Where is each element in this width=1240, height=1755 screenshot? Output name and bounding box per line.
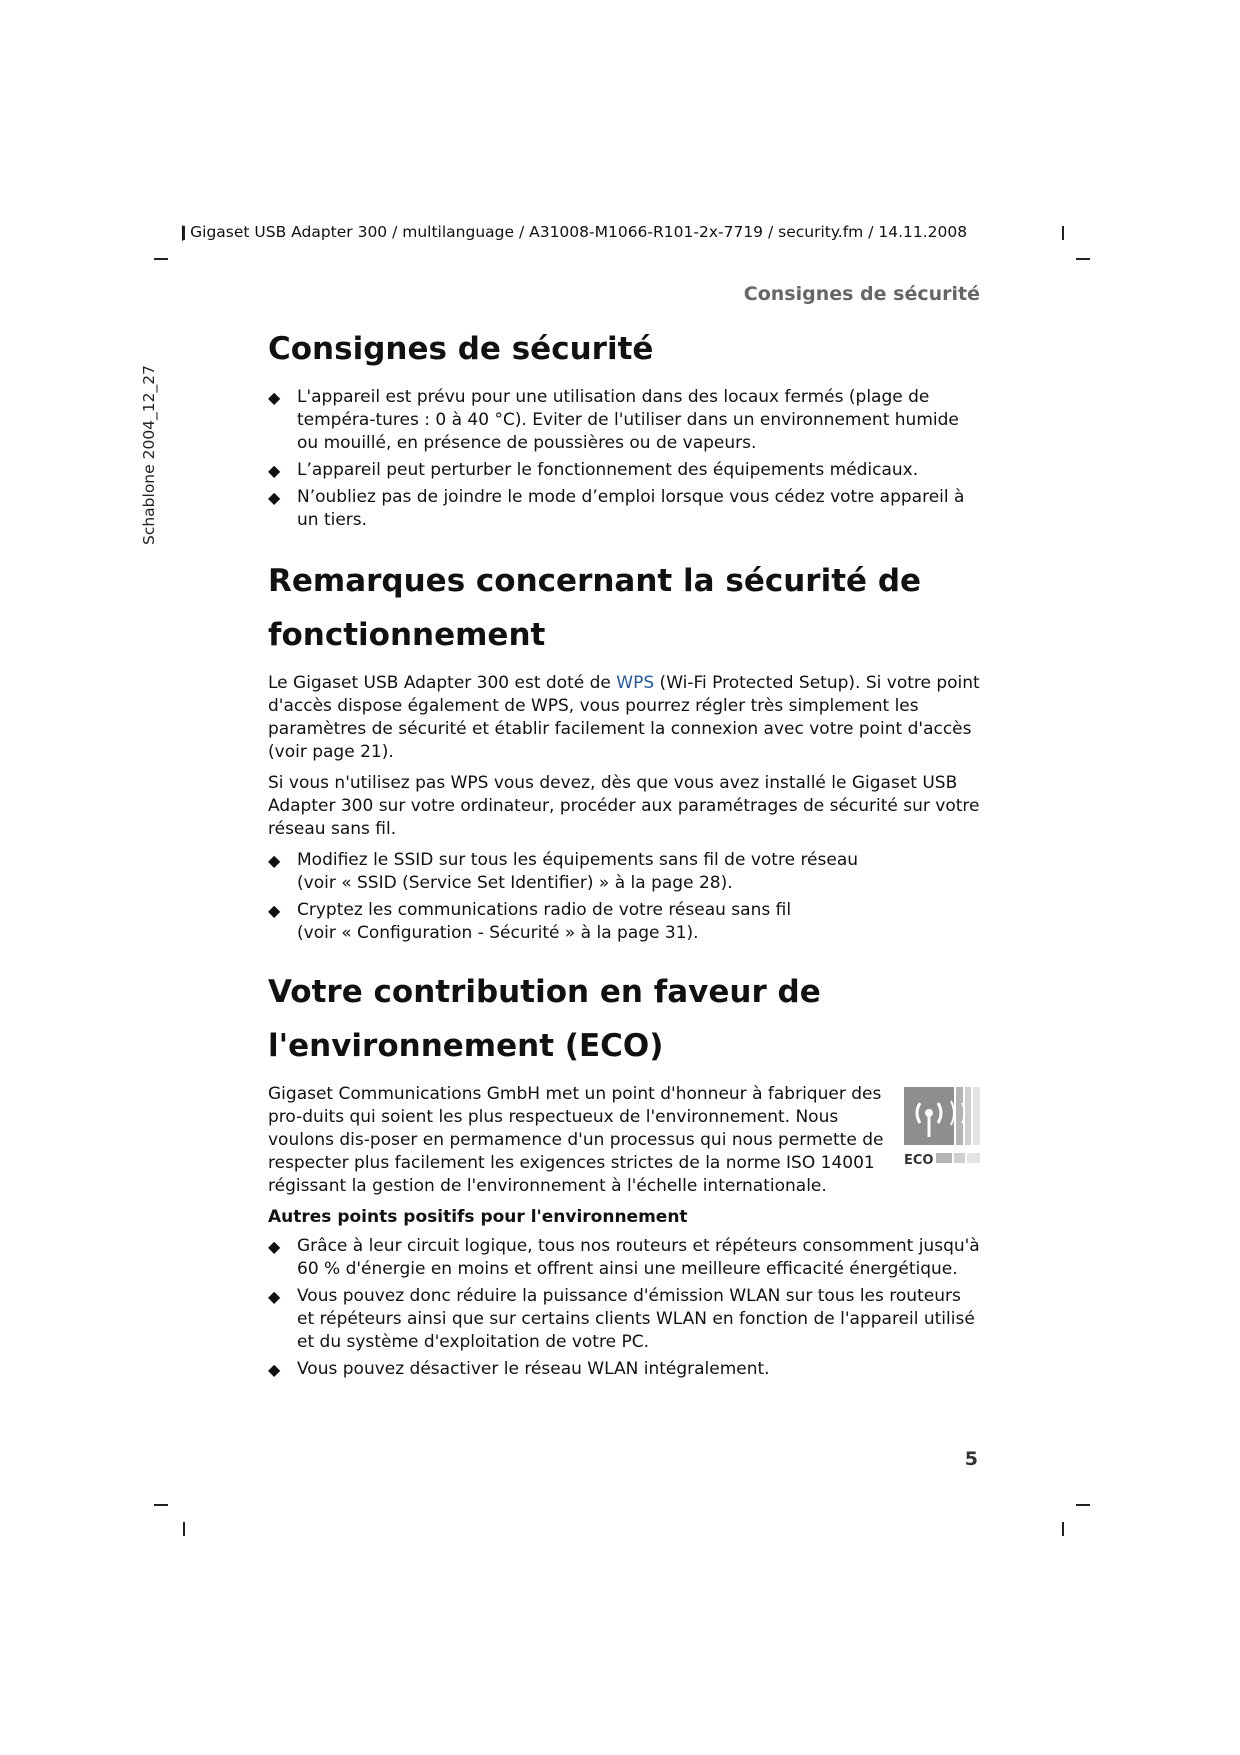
list-item	[268, 849, 980, 895]
list-item-reference: (voir « SSID (Service Set Identifier) » à la page 28).	[297, 873, 733, 893]
diamond-bullet-icon: ◆	[268, 388, 281, 407]
crop-mark	[154, 1504, 168, 1506]
section-title-environment	[268, 965, 980, 1073]
title-line: Remarques concernant la sécurité de	[268, 563, 922, 599]
list-item-text: Modifiez le SSID sur tous les équipements sans fil de votre réseau	[297, 850, 859, 870]
list-item	[268, 1358, 980, 1381]
section-title-safety: Consignes de sécurité	[268, 331, 654, 367]
eco-logo	[904, 1087, 980, 1167]
eco-label: ECO	[904, 1153, 934, 1167]
paragraph-text: Le Gigaset USB Adapter 300 est doté de	[268, 673, 617, 693]
list-item	[268, 1235, 980, 1281]
crop-mark	[1076, 1504, 1090, 1506]
list-item	[268, 459, 980, 482]
diamond-bullet-icon: ◆	[268, 488, 281, 507]
list-item-text: N’oubliez pas de joindre le mode d’emploi lorsque vous cédez votre appareil à un tiers.	[297, 487, 965, 530]
list-item	[268, 1285, 980, 1354]
list-item	[268, 386, 980, 455]
title-line: l'environnement (ECO)	[268, 1028, 664, 1064]
wps-paragraph	[268, 672, 980, 764]
running-header: Consignes de sécurité	[743, 283, 980, 305]
list-item-text: L'appareil est prévu pour une utilisation dans des locaux fermés (plage de tempéra-tures : 0 à 40 °C). Eviter de l'utiliser dans un environnement humide ou mouillé, en présence de poussières ou de vapeurs.	[297, 387, 959, 453]
template-label: Schablone 2004_12_27	[140, 365, 158, 545]
subheading: Autres points positifs pour l'environnement	[268, 1207, 688, 1227]
paragraph-text: (Wi-Fi Protected Setup). Si votre point d'accès dispose également de WPS, vous pourrez régler très simplement les paramètres de sécurité et établir facilement la connexion avec votre point d'accès (voir page 21).	[268, 673, 980, 762]
crop-mark	[183, 1522, 185, 1536]
crop-mark	[1062, 226, 1064, 240]
diamond-bullet-icon: ◆	[268, 1287, 281, 1306]
list-item-text: Grâce à leur circuit logique, tous nos routeurs et répéteurs consomment jusqu'à 60 % d'énergie en moins et offrent ainsi une meilleure efficacité énergétique.	[297, 1236, 980, 1279]
list-item	[268, 899, 980, 945]
page-number: 5	[964, 1448, 978, 1470]
title-line: Votre contribution en faveur de	[268, 974, 821, 1010]
list-item-text: Vous pouvez désactiver le réseau WLAN intégralement.	[297, 1359, 770, 1379]
paragraph: Si vous n'utilisez pas WPS vous devez, dès que vous avez installé le Gigaset USB Adapter 300 sur votre ordinateur, procéder aux paramétrages de sécurité sur votre réseau sans fil.	[268, 773, 980, 839]
environment-bullet-list	[268, 1235, 980, 1381]
eco-paragraph: Gigaset Communications GmbH met un point d'honneur à fabriquer des pro-duits qui soient les plus respectueux de l'environnement. Nous voulons dis-poser en permamence d'un processus qui nous permette de respecter plus facilement les exigences strictes de la norme ISO 14001 régissant la gestion de l'environnement à l'échelle internationale.	[268, 1084, 884, 1196]
list-item-text: Vous pouvez donc réduire la puissance d'émission WLAN sur tous les routeurs et répéteurs ainsi que sur certains clients WLAN en fonction de l'appareil utilisé et du système d'exploitation de votre PC.	[297, 1286, 975, 1352]
crop-mark	[1062, 1522, 1064, 1536]
crop-mark	[154, 258, 168, 260]
operation-bullet-list	[268, 849, 980, 945]
diamond-bullet-icon: ◆	[268, 901, 281, 920]
list-item-reference: (voir « Configuration - Sécurité » à la page 31).	[297, 923, 699, 943]
eco-block	[268, 1083, 980, 1198]
document-meta-line: | Gigaset USB Adapter 300 / multilanguage / A31008-M1066-R101-2x-7719 / security.fm / 14.11.2008	[180, 223, 968, 241]
page-content	[268, 322, 980, 1385]
diamond-bullet-icon: ◆	[268, 1237, 281, 1256]
section-title-operation-safety	[268, 554, 980, 662]
safety-bullet-list	[268, 386, 980, 532]
diamond-bullet-icon: ◆	[268, 1360, 281, 1379]
list-item	[268, 486, 980, 532]
diamond-bullet-icon: ◆	[268, 461, 281, 480]
diamond-bullet-icon: ◆	[268, 851, 281, 870]
wps-link[interactable]: WPS	[616, 673, 655, 693]
list-item-text: Cryptez les communications radio de votre réseau sans fil	[297, 900, 792, 920]
title-line: fonctionnement	[268, 617, 546, 653]
list-item-text: L’appareil peut perturber le fonctionnement des équipements médicaux.	[297, 460, 919, 480]
crop-mark	[1076, 258, 1090, 260]
